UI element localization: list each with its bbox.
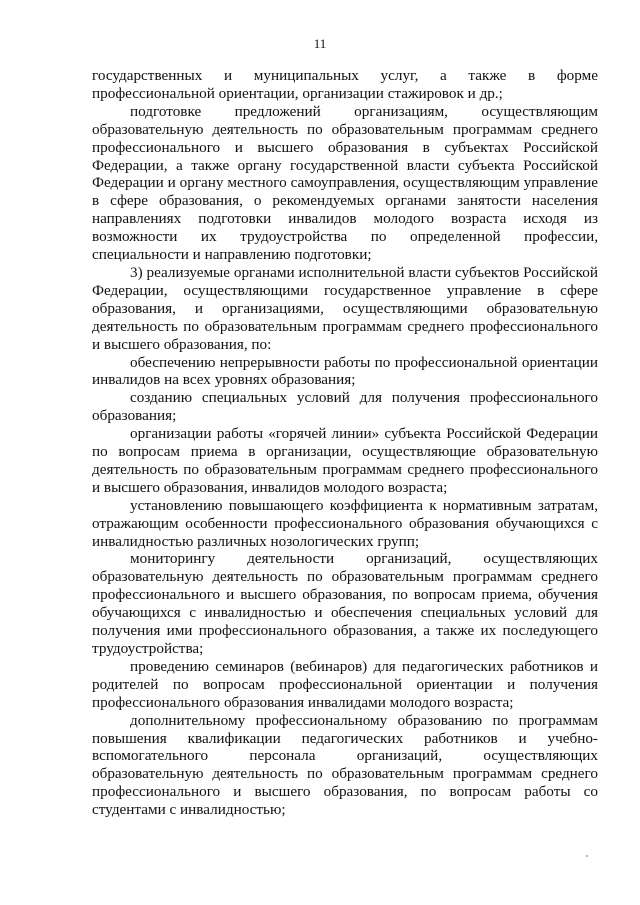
paragraph-9: проведению семинаров (вебинаров) для педагогических работников и родителей по вопросам профессиональной ориентации и получения профессионального образования инвалидами молодого возраста; (92, 657, 598, 711)
paragraph-3: 3) реализуемые органами исполнительной власти субъектов Российской Федерации, осуществляющими государственное управление в сфере образования, и организациями, осуществляющими образовательную деятельность по образовательным программам среднего профессионального и высшего образования, по: (92, 263, 598, 353)
paragraph-4: обеспечению непрерывности работы по профессиональной ориентации инвалидов на всех уровнях образования; (92, 353, 598, 389)
paragraph-6: организации работы «горячей линии» субъекта Российской Федерации по вопросам приема в организации, осуществляющие образовательную деятельность по образовательным программам среднего профессионального и высшего образования, инвалидов молодого возраста; (92, 425, 598, 496)
paragraph-1: государственных и муниципальных услуг, а также в форме профессиональной ориентации, организации стажировок и др.; (92, 67, 598, 102)
paragraph-2: подготовке предложений организациям, осуществляющим образовательную деятельность по образовательным программам среднего профессионального и высшего образования в субъектах Российской Федерации, а также органу государственной власти субъекта Российской Федерации и органу местного самоуправления, осуществляющим управление в сфере образования, о рекомендуемых органами занятости населения направлениях подготовки инвалидов молодого возраста исходя из возможности их трудоустройства по определенной профессии, специальности и направлению подготовки; (92, 102, 598, 264)
page-number: 11 (313, 36, 327, 51)
paragraph-10: дополнительному профессиональному образованию по программам повышения квалификации педагогических работников и учебно-вспомогательного персонала организаций, осуществляющих образовательную деятельность по образовательным программам среднего профессионального и высшего образования, по вопросам работы со студентами с инвалидностью; (92, 711, 598, 819)
document-body (92, 67, 598, 819)
paragraph-5: созданию специальных условий для получения профессионального образования; (92, 389, 598, 425)
paragraph-7: установлению повышающего коэффициента к нормативным затратам, отражающим особенности профессионального образования обучающихся с инвалидностью различных нозологических групп; (92, 496, 598, 550)
scan-speck (586, 855, 588, 857)
paragraph-8: мониторингу деятельности организаций, осуществляющих образовательную деятельность по образовательным программам среднего профессионального и высшего образования, по вопросам приема, обучения обучающихся с инвалидностью и обеспечения специальных условий для получения ими профессионального образования, а также их последующего трудоустройства; (92, 550, 598, 657)
